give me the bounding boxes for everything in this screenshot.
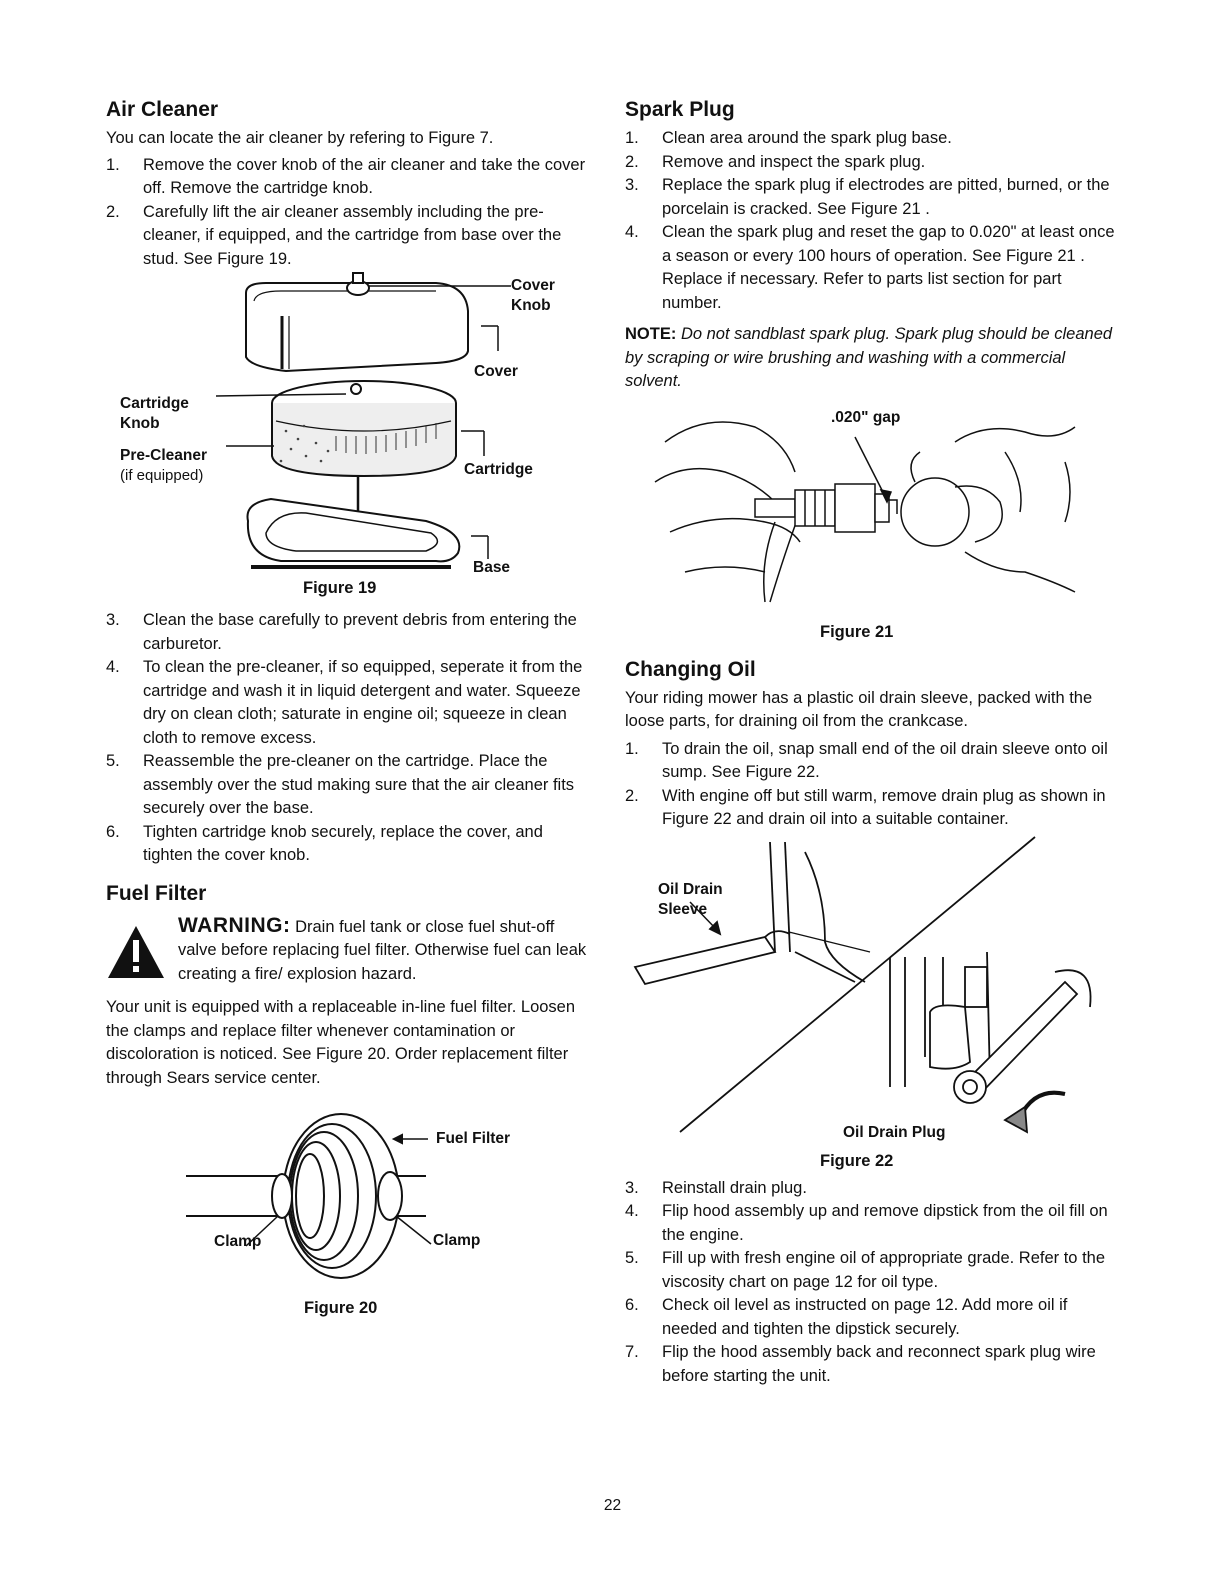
- changing-oil-heading: Changing Oil: [625, 657, 756, 681]
- label-clamp-left: Clamp: [214, 1233, 262, 1250]
- label-clamp-right: Clamp: [433, 1232, 481, 1249]
- list-item: 4. To clean the pre-cleaner, if so equipped, seperate it from the cartridge and wash it in liquid detergent and water. Squeeze dry on clean cloth; saturate in engine oil; squeeze in clean cloth to remove excess.: [106, 658, 583, 747]
- page-number: 22: [603, 1497, 622, 1514]
- figure-20: [106, 1104, 596, 1354]
- label-pre-cleaner: Pre-Cleaner: [120, 447, 208, 464]
- label-if-equipped: (if equipped): [120, 467, 204, 484]
- label-oil-drain-sleeve: Oil Drain Sleeve: [658, 880, 723, 918]
- figure-19-caption: Figure 19: [303, 579, 377, 597]
- fuel-filter-body: Your unit is equipped with a replaceable in-line fuel filter. Loosen the clamps and replace filter whenever contamination or discoloration is noticed. See Figure 20. Order replacement filter through Sears service center.: [106, 998, 576, 1087]
- changing-oil-intro: Your riding mower has a plastic oil drain sleeve, packed with the loose parts, for draining oil from the crankcase.: [625, 688, 1093, 730]
- changing-oil-steps-a: [625, 738, 1120, 832]
- figure-22: [625, 832, 1120, 1177]
- spark-plug-illustration: [625, 402, 1120, 652]
- warning-title: WARNING:: [178, 913, 291, 937]
- figure-22-caption: Figure 22: [820, 1151, 894, 1170]
- list-item: 7. Flip the hood assembly back and reconnect spark plug wire before starting the unit.: [625, 1343, 1096, 1385]
- changing-oil-steps-b: [625, 1177, 1120, 1389]
- air-cleaner-steps-a: [106, 154, 596, 272]
- spark-plug-note: NOTE: Do not sandblast spark plug. Spark plug should be cleaned by scraping or wire brushing and washing with a commercial solvent.: [625, 325, 1113, 390]
- label-gap: .020" gap: [831, 408, 901, 426]
- list-item: 3. Clean the base carefully to prevent debris from entering the carburetor.: [106, 611, 577, 653]
- label-cartridge: Cartridge: [464, 461, 533, 478]
- list-item: 2. Remove and inspect the spark plug.: [625, 152, 926, 171]
- figure-21-caption: Figure 21: [820, 622, 894, 641]
- left-column: [106, 98, 596, 1354]
- label-cartridge-knob: Cartridge Knob: [120, 395, 189, 432]
- warning-text: Drain fuel tank or close fuel shut-off valve before replacing fuel filter. Otherwise fuel can leak creating a fire/ explosion hazard.: [178, 917, 587, 983]
- list-item: 3. Reinstall drain plug.: [625, 1178, 807, 1197]
- list-item: 4. Clean the spark plug and reset the gap to 0.020" at least once a season or every 100 hours of operation. See Figure 21 . Replace if necessary. Refer to parts list section for part number.: [625, 223, 1115, 312]
- air-cleaner-heading: Air Cleaner: [106, 98, 219, 121]
- list-item: 5. Reassemble the pre-cleaner on the cartridge. Place the assembly over the stud making sure that the air cleaner fits securely over the base.: [106, 752, 575, 817]
- air-cleaner-intro: You can locate the air cleaner by refering to Figure 7.: [106, 129, 494, 147]
- label-cover-knob: Cover Knob: [511, 277, 555, 314]
- list-item: 6. Tighten cartridge knob securely, replace the cover, and tighten the cover knob.: [106, 822, 543, 864]
- spark-plug-steps: [625, 127, 1120, 315]
- warning-triangle-icon: [106, 924, 166, 980]
- list-item: 1. Remove the cover knob of the air cleaner and take the cover off. Remove the cartridge knob.: [106, 155, 586, 197]
- fuel-filter-heading: Fuel Filter: [106, 881, 207, 905]
- warning-box: [106, 914, 596, 987]
- list-item: 6. Check oil level as instructed on page 12. Add more oil if needed and tighten the dipstick securely.: [625, 1296, 1068, 1338]
- air-cleaner-illustration: [106, 271, 596, 609]
- list-item: 3. Replace the spark plug if electrodes are pitted, burned, or the porcelain is cracked. See Figure 21 .: [625, 176, 1110, 218]
- list-item: 2. With engine off but still warm, remove drain plug as shown in Figure 22 and drain oil into a suitable container.: [625, 786, 1106, 828]
- label-cover: Cover: [474, 363, 518, 380]
- figure-21: [625, 402, 1120, 652]
- list-item: 1. Clean area around the spark plug base.: [625, 129, 952, 147]
- air-cleaner-steps-b: [106, 609, 596, 868]
- label-oil-drain-plug: Oil Drain Plug: [843, 1123, 946, 1141]
- figure-19: [106, 271, 596, 609]
- label-base: Base: [473, 559, 511, 576]
- list-item: 4. Flip hood assembly up and remove dipstick from the oil fill on the engine.: [625, 1202, 1108, 1244]
- figure-20-caption: Figure 20: [304, 1299, 378, 1317]
- right-column: [625, 98, 1120, 1388]
- list-item: 1. To drain the oil, snap small end of the oil drain sleeve onto oil sump. See Figure 22.: [625, 739, 1108, 781]
- list-item: 2. Carefully lift the air cleaner assembly including the pre-cleaner, if equipped, and the cartridge from base over the stud. See Figure 19.: [106, 202, 562, 268]
- list-item: 5. Fill up with fresh engine oil of appropriate grade. Refer to the viscosity chart on page 12 for oil type.: [625, 1249, 1106, 1291]
- spark-plug-heading: Spark Plug: [625, 98, 735, 121]
- label-fuel-filter: Fuel Filter: [436, 1130, 511, 1147]
